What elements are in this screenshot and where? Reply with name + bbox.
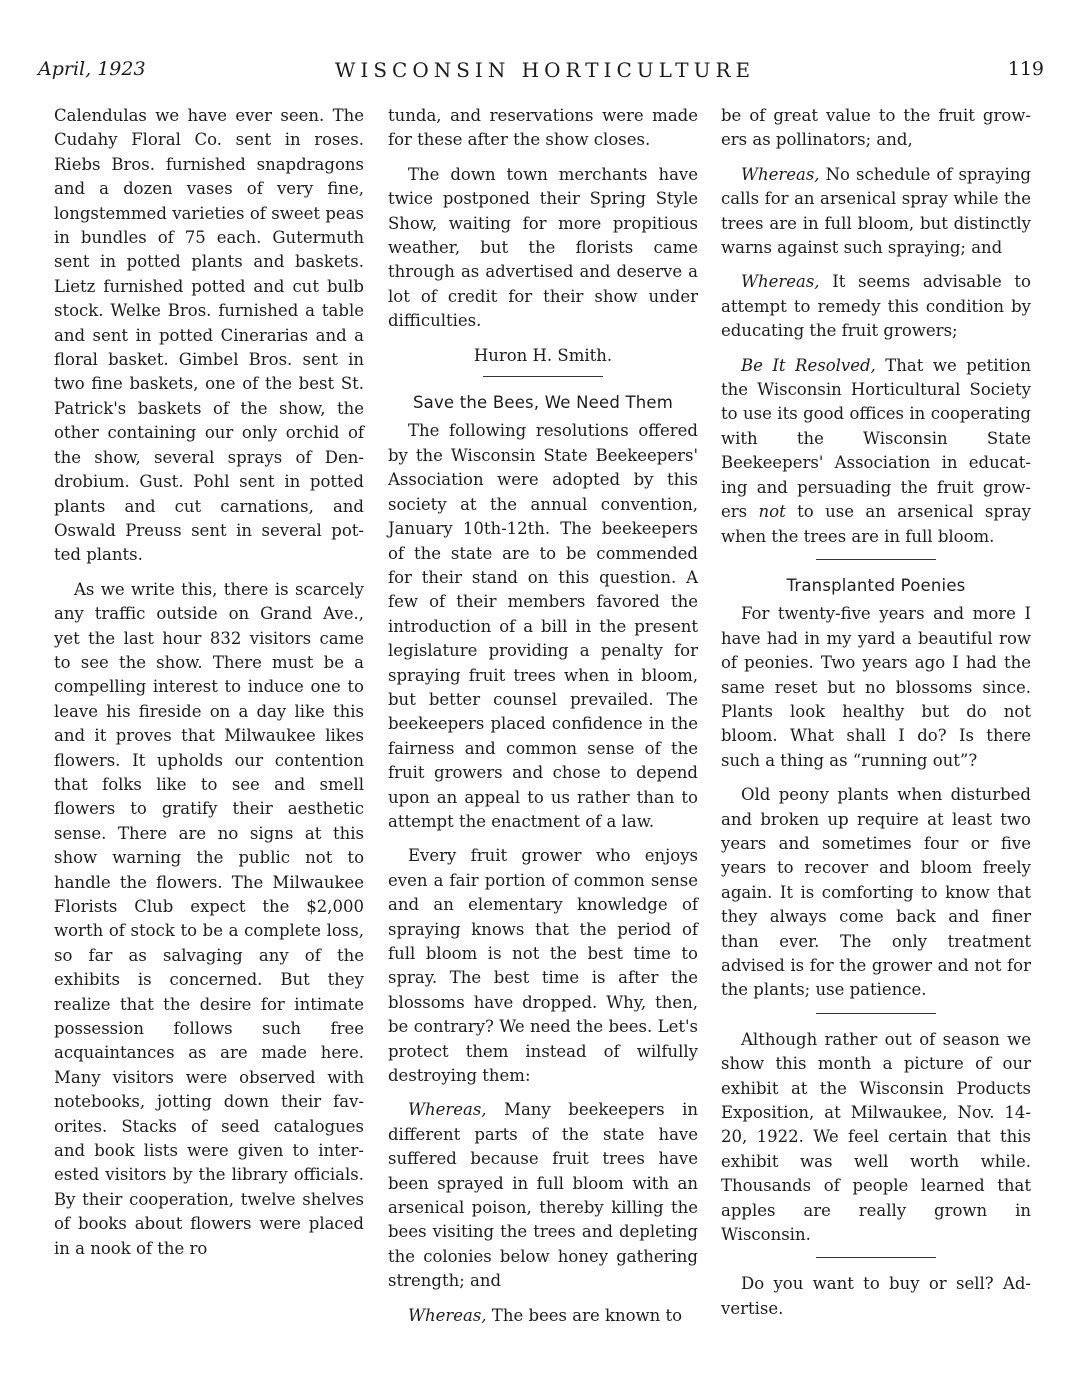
- resolution-clause: [721, 354, 1031, 549]
- paragraph: As we write this, there is scarcely any traffic outside on Grand Ave., yet the last hour 832 visitors came to see the show. There must be a compelling interest to induce one to leave his fireside on a day like this and it proves that Milwaukee likes flowers. It upholds our contention that folks like to see and smell flowers to gratify their aesthetic sense. There are no signs at this show warning the public not to handle the flowers. The Milwaukee Florists Club expect the $2,000 worth of stock to be a complete loss, so far as salvaging any of the exhibits is concerned. But they realize that the desire for intimate possession follows such free acquaintances as are made here. Many visitors were observed with notebooks, jotting down their favorites. Stacks of seed catalogues and book lists were given to interested visitors by the library officials. By their cooperation, twelve shelves of books about flowers were placed in a nook of the ro: [54, 579, 364, 1258]
- column-right: [721, 104, 1031, 1331]
- section-divider: [816, 559, 936, 560]
- section-divider: [816, 1013, 936, 1014]
- paragraph: Calendulas we have ever seen. The Cudahy Floral Co. sent in roses. Riebs Bros. furnished snapdragons and a dozen vases of very fine, longstemmed varieties of sweet peas in bundles of 75 each. Gutermuth sent in potted plants and baskets. Lietz furnished potted and cut bulb stock. Welke Bros. furnished a table and sent in potted Cinerarias and a floral basket. Gimbel Bros. sent in two fine baskets, one of the best St. Patrick's baskets of the show, the other containing our only orchid of the show, several sprays of Dendrobium. Gust. Pohl sent in potted plants and cut carnations, and Oswald Preuss sent in several potted plants.: [54, 106, 364, 565]
- paragraph: be of great value to the fruit growers as pollinators; and,: [721, 106, 1031, 150]
- whereas-word: Whereas,: [741, 272, 820, 292]
- clause-text: to use an arsenical spray when the trees are in full bloom.: [721, 502, 1031, 546]
- resolved-word: Be It Resolved,: [741, 355, 876, 375]
- clause-text: The bees are known to: [486, 1305, 683, 1325]
- whereas-word: Whereas,: [408, 1100, 487, 1120]
- paragraph: The following resolutions offered by the Wisconsin State Beekeepers' Association were adopted by this society at the annual convention, January 10th-12th. The beekeepers of the state are to be commended for their stand on this question. A few of their members favored the introduction of a bill in the present legislature providing a penalty for spraying fruit trees when in bloom, but better counsel prevailed. The beekeepers placed confidence in the fairness and common sense of the fruit growers and chose to depend upon an appeal to us rather than to attempt the enactment of a law.: [388, 421, 698, 831]
- author-signature: Huron H. Smith.: [473, 345, 613, 365]
- paragraph: Do you want to buy or sell? Advertise.: [721, 1274, 1031, 1318]
- publication-title: WISCONSIN HORTICULTURE: [334, 58, 756, 82]
- section-heading-bees: Save the Bees, We Need Them: [412, 393, 674, 413]
- issue-date: April, 1923: [38, 58, 146, 80]
- clause-text: Many beekeepers in different parts of the state have suffered because fruit trees have been sprayed in full bloom with an arsenical poison, thereby killing the bees visiting the trees and depleting the colonies below honey gathering strength; and: [388, 1100, 698, 1291]
- section-divider: [816, 1257, 936, 1258]
- resolution-clause: [721, 270, 1031, 343]
- whereas-word: Whereas,: [741, 164, 820, 184]
- paragraph: For twenty-five years and more I have had in my yard a beautiful row of peonies. Two years ago I had the same reset but no blossoms since. Plants look healthy but do not bloom. What shall I do? Is there such a thing as “running out”?: [721, 604, 1031, 770]
- page-number: 119: [1007, 58, 1044, 80]
- paragraph: The down town merchants have twice postponed their Spring Style Show, waiting for more propitious weather, but the florists came through as advertised and deserve a lot of credit for their show under difficulties.: [388, 164, 698, 331]
- emphasis-not: not: [758, 502, 786, 522]
- paragraph: Although rather out of season we show this month a picture of our exhibit at the Wisconsin Products Exposition, at Milwaukee, Nov. 14-20, 1922. We feel certain that this exhibit was well worth while. Thousands of people learned that apples are really grown in Wisconsin.: [721, 1029, 1031, 1245]
- resolution-clause: [721, 163, 1031, 261]
- page-header: [0, 58, 1090, 88]
- paragraph: Every fruit grower who enjoys even a fair portion of common sense and an elementary knowledge of spraying knows that the period of full bloom is not the best time to spray. The best time is after the blossoms have dropped. Why, then, be contrary? We need the bees. Let's protect them instead of wilfully destroying them:: [388, 846, 698, 1086]
- paragraph: tunda, and reservations were made for these after the show closes.: [388, 106, 698, 150]
- clause-text: It seems advisable to attempt to remedy this condition by educating the fruit growers;: [721, 272, 1031, 341]
- clause-text: That we petition the Wisconsin Horticultural Society to use its good offices in cooperating with the Wisconsin State Beekeepers' Association in educating and persuading the fruit growers: [721, 355, 1031, 522]
- section-heading-peonies: Transplanted Poenies: [786, 575, 966, 595]
- clause-text: No schedule of spraying calls for an arsenical spray while the trees are in full bloom, but distinctly warns against such spraying; and: [721, 164, 1031, 258]
- whereas-word: Whereas,: [408, 1305, 487, 1325]
- column-middle: [388, 104, 698, 1338]
- column-left: [54, 104, 364, 1271]
- resolution-clause: [388, 1304, 698, 1328]
- resolution-clause: [388, 1098, 698, 1293]
- paragraph: Old peony plants when disturbed and broken up require at least two years and sometimes four or five years to recover and bloom freely again. It is comforting to know that they always come back and finer than ever. The only treatment advised is for the grower and not for the plants; use patience.: [721, 785, 1031, 1000]
- section-divider: [483, 376, 603, 377]
